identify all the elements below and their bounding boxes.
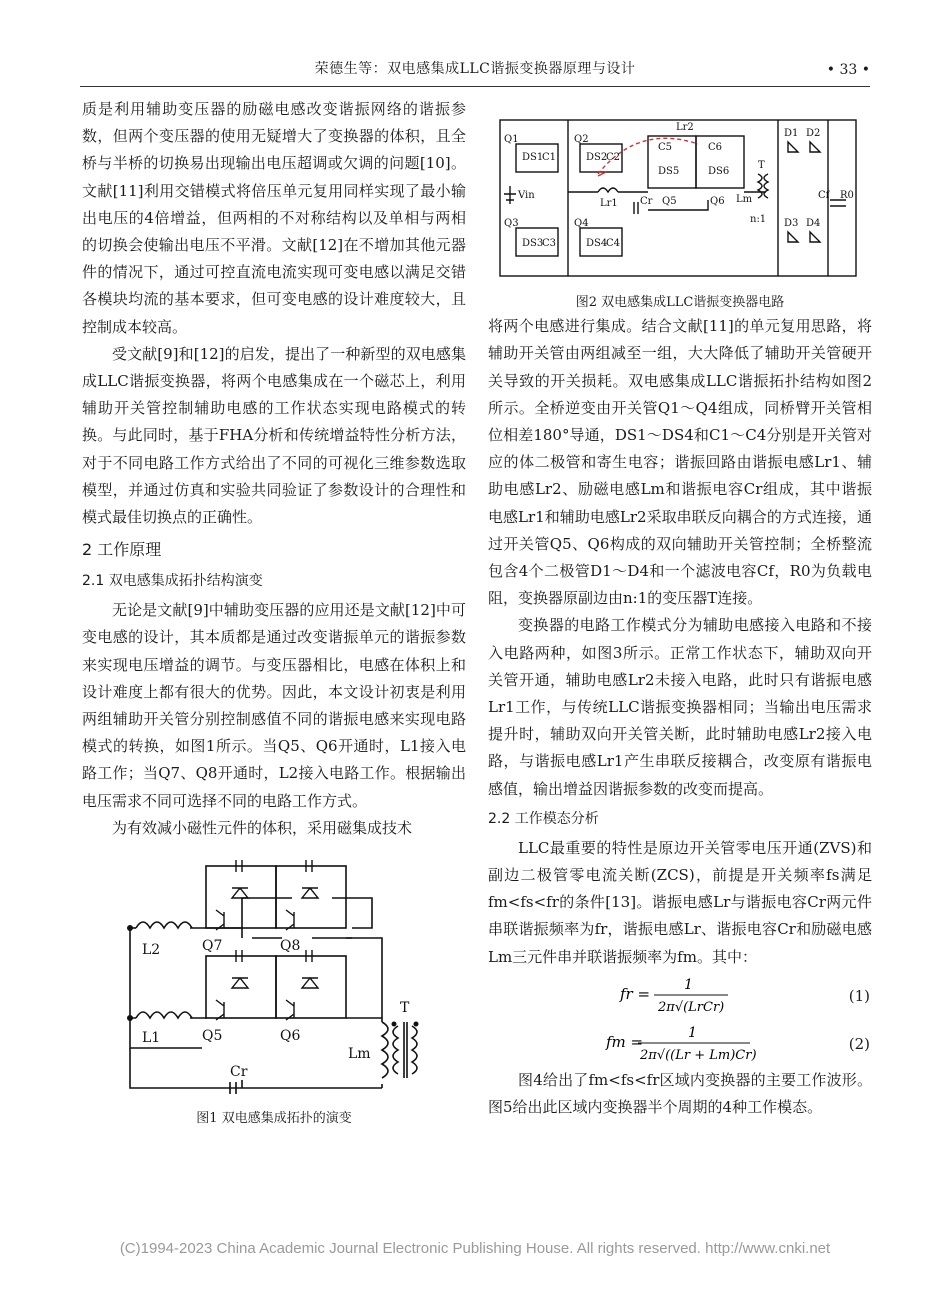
- equation-1-number: (1): [848, 986, 870, 1005]
- equation-2: [488, 1019, 872, 1067]
- figure-1: [82, 850, 466, 1129]
- figure-1-circuit: [82, 850, 466, 1100]
- figure-2-caption: 图2 双电感集成LLC谐振变换器电路: [575, 295, 785, 311]
- running-title: 荣德生等：双电感集成LLC谐振变换器原理与设计: [314, 61, 636, 77]
- label-DS3: DS3: [522, 238, 544, 249]
- label-DS6: DS6: [708, 166, 730, 177]
- eq2-lhs: fm =: [606, 1032, 644, 1051]
- label-Lm: Lm: [348, 1046, 371, 1063]
- subsection-heading: 2.1 双电感集成拓扑结构演变: [82, 573, 263, 590]
- label-DS1: DS1: [522, 152, 544, 163]
- label-D2: D2: [806, 128, 821, 139]
- paragraph: 为有效减小磁性元件的体积，采用磁集成技术: [112, 818, 413, 837]
- label-DS4: DS4: [586, 238, 608, 249]
- equation-2-graphic: [488, 1019, 872, 1067]
- label-L1: L1: [142, 1030, 161, 1047]
- figure-2: [488, 114, 872, 313]
- label-D3: D3: [784, 218, 799, 229]
- paragraph: LLC最重要的特性是原边开关管零电压开通(ZVS)和副边二极管零电流关断(ZCS)，前提是开关频率fs满足fm<fs<fr的条件[13]。谐振电感Lr与谐振电容Cr两元件串联谐振频率为fr，谐振电感Lr、谐振电容Cr和励磁电感Lm三元件串并联谐振频率为fm。其中：: [488, 838, 872, 966]
- label-DS5: DS5: [658, 166, 680, 177]
- label-C5: C5: [658, 142, 673, 153]
- label-Q8: Q8: [280, 938, 301, 955]
- label-Vin: Vin: [518, 190, 535, 201]
- label-R0: R0: [840, 190, 854, 201]
- page-number: • 33 •: [826, 62, 870, 78]
- eq2-num: 1: [688, 1024, 697, 1041]
- paragraph: 无论是文献[9]中辅助变压器的应用还是文献[12]中可变电感的设计，其本质都是通过改变谐振单元的谐振参数来实现电压增益的调节。与变压器相比，电感在体积上和设计难度上都有很大的优势。因此，本文设计初衷是利用两组辅助开关管分别控制感值不同的谐振电感来实现电路模式的转换，如图1所示。当Q5、Q6开通时，L1接入电路工作；当Q7、Q8开通时，L2接入电路工作。根据输出电压需求不同可选择不同的电路工作方式。: [82, 601, 466, 810]
- equation-1-graphic: [488, 971, 872, 1019]
- section-heading: 2 工作原理: [82, 540, 162, 560]
- right-column: [488, 96, 872, 1121]
- label-Q4: Q4: [574, 218, 589, 229]
- copyright-footer: (C)1994-2023 China Academic Journal Electronic Publishing House. All rights reserved. http://www.cnki.net: [119, 1240, 831, 1257]
- label-Q5: Q5: [202, 1028, 223, 1045]
- label-Q6: Q6: [280, 1028, 301, 1045]
- label-C4: C4: [606, 238, 621, 249]
- label-C1: C1: [542, 152, 557, 163]
- paragraph: 质是利用辅助变压器的励磁电感改变谐振网络的谐振参数，但两个变压器的使用无疑增大了变换器的体积，且全桥与半桥的切换易出现输出电压超调或欠调的问题[10]。文献[11]利用交错模式将倍压单元复用同样实现了最小输出电压的4倍增益，但两相的不对称结构以及单相与两相的切换会使输出电压不平滑。文献[12]在不增加其他元器件的情况下，通过可控直流电流实现可变电感以满足交错各模块均流的基本要求，但可变电感的设计难度较大，且控制成本较高。: [82, 100, 466, 336]
- label-Q2: Q2: [574, 134, 589, 145]
- equation-2-number: (2): [848, 1034, 870, 1053]
- label-Q7: Q7: [202, 938, 223, 955]
- label-D4: D4: [806, 218, 821, 229]
- label-Lm: Lm: [736, 194, 753, 205]
- eq1-num: 1: [684, 976, 693, 993]
- label-T: T: [758, 160, 765, 171]
- label-Q5: Q5: [662, 196, 677, 207]
- label-Q1: Q1: [504, 134, 519, 145]
- eq1-den: 2π√(LrCr): [658, 999, 725, 1015]
- label-n1: n:1: [750, 214, 767, 225]
- label-Cr: Cr: [640, 196, 653, 207]
- label-Lr1: Lr1: [600, 198, 618, 209]
- label-Cr: Cr: [230, 1064, 248, 1081]
- label-DS2: DS2: [586, 152, 608, 163]
- label-T: T: [400, 1000, 410, 1017]
- paragraph: 将两个电感进行集成。结合文献[11]的单元复用思路，将辅助开关管由两组减至一组，大大降低了辅助开关管硬开关导致的开关损耗。双电感集成LLC谐振拓扑结构如图2所示。全桥逆变由开关管Q1～Q4组成，同桥臂开关管相位相差180°导通，DS1～DS4和C1～C4分别是开关管对应的体二极管和寄生电容；谐振回路由谐振电感Lr1、辅助电感Lr2、励磁电感Lm和谐振电容Cr组成，其中谐振电感Lr1和辅助电感Lr2采取串联反向耦合的方式连接，通过开关管Q5、Q6构成的双向辅助开关管控制；全桥整流包含4个二极管D1～D4和一个滤波电容Cf，R0为负载电阻，变换器原副边由n:1的变压器T连接。: [488, 317, 872, 608]
- paragraph: 变换器的电路工作模式分为辅助电感接入电路和不接入电路两种，如图3所示。正常工作状态下，辅助双向开关管开通，辅助电感Lr2未接入电路，此时只有谐振电感Lr1工作，与传统LLC谐振变换器相同；当输出电压需求提升时，辅助双向开关管关断，此时辅助电感Lr2接入电路，与谐振电感Lr1产生串联反接耦合，改变原有谐振电感值，输出增益因谐振参数的改变而提高。: [488, 616, 872, 798]
- eq2-den: 2π√((Lr + Lm)Cr): [640, 1047, 757, 1063]
- header-rule: [80, 86, 870, 87]
- figure-2-circuit: [488, 114, 872, 284]
- subsection-heading: 2.2 工作模态分析: [488, 810, 599, 827]
- label-C6: C6: [708, 142, 723, 153]
- label-Q3: Q3: [504, 218, 519, 229]
- figure-1-caption: 图1 双电感集成拓扑的演变: [196, 1111, 352, 1127]
- label-C2: C2: [606, 152, 621, 163]
- paragraph: 图4给出了fm<fs<fr区域内变换器的主要工作波形。图5给出此区域内变换器半个周期的4种工作模态。: [488, 1070, 872, 1117]
- label-L2: L2: [142, 942, 161, 959]
- label-Lr2: Lr2: [676, 122, 694, 133]
- label-Cf: Cf: [818, 190, 830, 201]
- label-Q6: Q6: [710, 196, 725, 207]
- equation-1: [488, 971, 872, 1019]
- label-D1: D1: [784, 128, 799, 139]
- paragraph: 受文献[9]和[12]的启发，提出了一种新型的双电感集成LLC谐振变换器，将两个电感集成在一个磁芯上，利用辅助开关管控制辅助电感的工作状态实现电路模式的转换。与此同时，基于FHA分析和传统增益特性分析方法，对于不同电路工作方式给出了不同的可视化三维参数选取模型，并通过仿真和实验共同验证了参数设计的合理性和模式最佳切换点的正确性。: [82, 344, 466, 527]
- label-C3: C3: [542, 238, 557, 249]
- left-column: [82, 96, 466, 1129]
- page-header: [0, 0, 950, 100]
- eq1-lhs: fr =: [620, 984, 651, 1003]
